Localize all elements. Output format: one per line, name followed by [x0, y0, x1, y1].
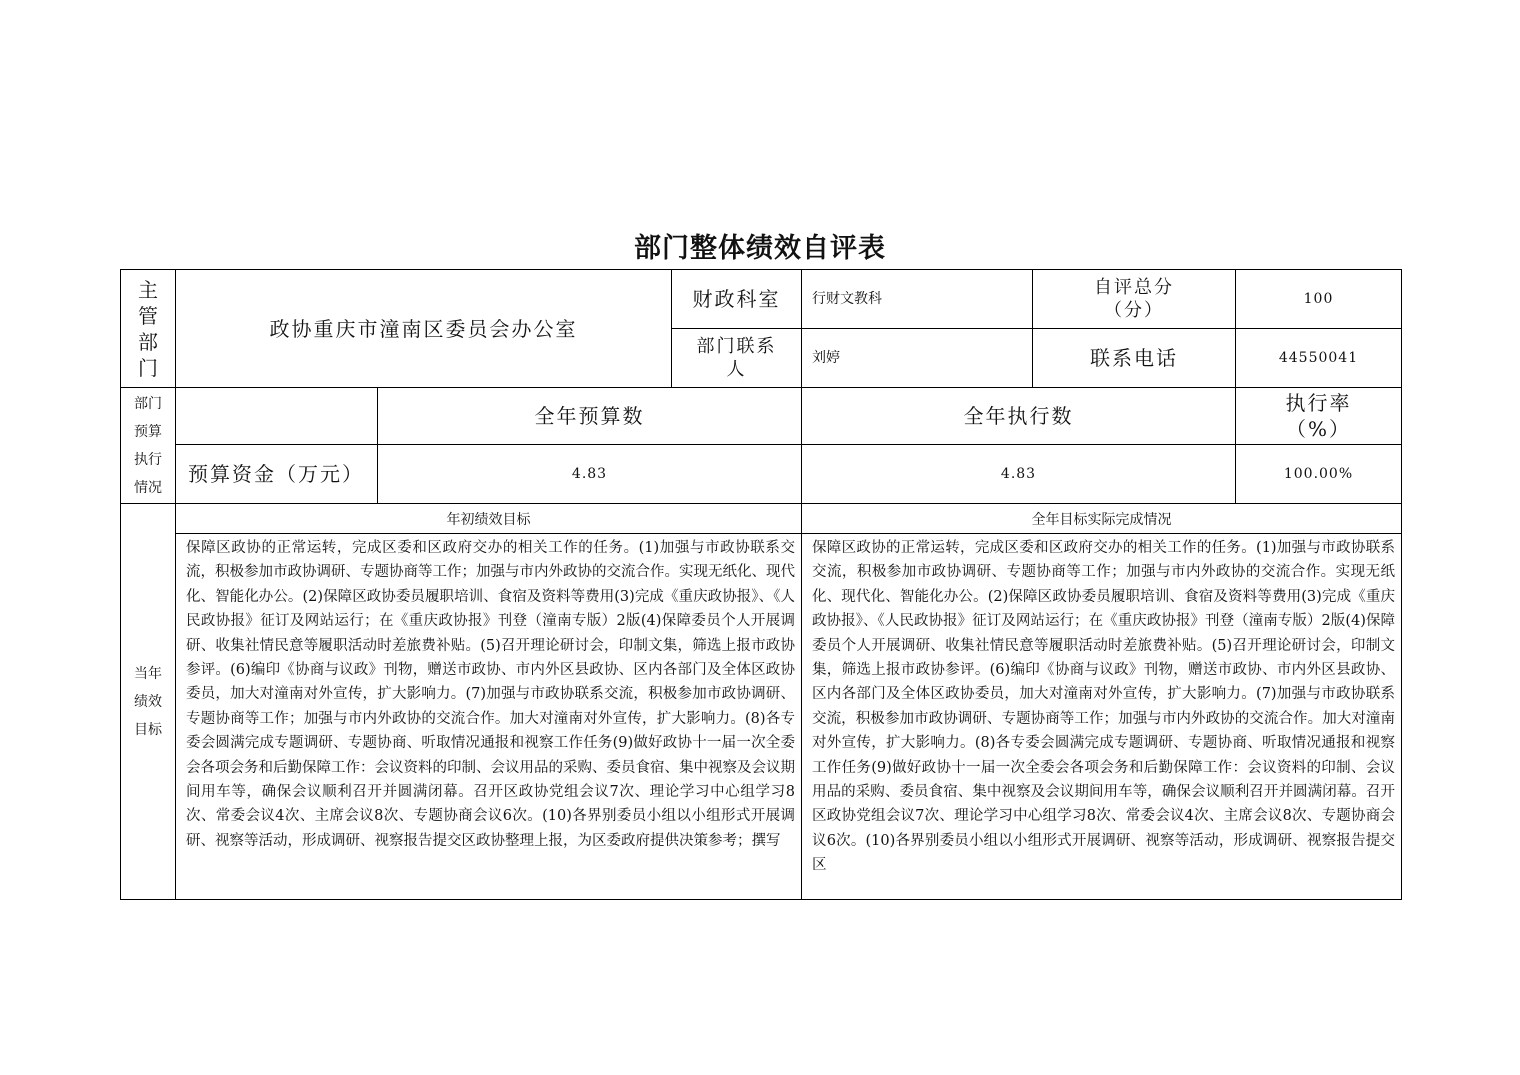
budget-value-cell: [378, 445, 802, 504]
performance-table: [120, 269, 1402, 900]
score-label: 自评总分（分）: [1094, 277, 1174, 321]
initial-goal-header: [176, 504, 802, 534]
rate-value-cell: [1236, 445, 1402, 504]
initial-goal-text: 保障区政协的正常运转，完成区委和区政府交办的相关工作的任务。(1)加强与市政协联系交流，积极参加市政协调研、专题协商等工作；加强与市内外政协的交流合作。实现无纸化、现代化、智能化办公。(2)保障区政协委员履职培训、食宿及资料等费用(3)完成《重庆政协报》、《人民政协报》征订及网站运行；在《重庆政协报》刊登（潼南专版）2版(4)保障委员个人开展调研、收集社情民意等履职活动时差旅费补贴。(5)召开理论研讨会，印制文集，筛选上报市政协参评。(6)编印《协商与议政》刊物，赠送市政协、市内外区县政协、区内各部门及全体区政协委员，加大对潼南对外宣传，扩大影响力。(7)加强与市政协联系交流，积极参加市政协调研、专题协商等工作；加强与市内外政协的交流合作。加大对潼南对外宣传，扩大影响力。(8)各专委会圆满完成专题调研、专题协商、听取情况通报和视察工作任务(9)做好政协十一届一次全委会各项会务和后勤保障工作：会议资料的印制、会议用品的采购、委员食宿、集中视察及会议期间用车等，确保会议顺利召开并圆满闭幕。召开区政协党组会议7次、理论学习中心组学习8次、常委会议4次、主席会议8次、专题协商会议6次。(10)各界别委员小组以小组形式开展调研、视察等活动，形成调研、视察报告提交区政协整理上报，为区委政府提供决策参考；撰写: [186, 540, 795, 849]
phone-label-cell: [1033, 329, 1236, 388]
exec-col-label: 全年执行数: [963, 404, 1074, 428]
actual-goal-text-cell: [802, 534, 1402, 900]
initial-goal-label: 年初绩效目标: [446, 511, 531, 528]
budget-col-label: 全年预算数: [534, 404, 645, 428]
budget-side-label: 部门预算执行情况: [134, 395, 162, 496]
office-value-cell: [802, 270, 1033, 329]
budget-value: 4.83: [571, 466, 608, 482]
exec-value-cell: [802, 445, 1236, 504]
contact-label-cell: [672, 329, 802, 388]
dept-name: 政协重庆市潼南区委员会办公室: [269, 316, 578, 341]
phone-label: 联系电话: [1090, 346, 1178, 370]
dept-name-cell: [176, 270, 672, 388]
score-label-cell: [1033, 270, 1236, 329]
budget-row-label-cell: [176, 445, 378, 504]
rate-col-header: [1236, 388, 1402, 445]
exec-value: 4.83: [1000, 466, 1037, 482]
actual-goal-text: 保障区政协的正常运转，完成区委和区政府交办的相关工作的任务。(1)加强与市政协联系交流，积极参加市政协调研、专题协商等工作；加强与市内外政协的交流合作。实现无纸化、现代化、智能化办公。(2)保障区政协委员履职培训、食宿及资料等费用(3)完成《重庆政协报》、《人民政协报》征订及网站运行；在《重庆政协报》刊登（潼南专版）2版(4)保障委员个人开展调研、收集社情民意等履职活动时差旅费补贴。(5)召开理论研讨会，印制文集，筛选上报市政协参评。(6)编印《协商与议政》刊物，赠送市政协、市内外区县政协、区内各部门及全体区政协委员，加大对潼南对外宣传，扩大影响力。(7)加强与市政协联系交流，积极参加市政协调研、专题协商等工作；加强与市内外政协的交流合作。加大对潼南对外宣传，扩大影响力。(8)各专委会圆满完成专题调研、专题协商、听取情况通报和视察工作任务(9)做好政协十一届一次全委会各项会务和后勤保障工作：会议资料的印制、会议用品的采购、委员食宿、集中视察及会议期间用车等，确保会议顺利召开并圆满闭幕。召开区政协党组会议7次、理论学习中心组学习8次、常委会议4次、主席会议8次、专题协商会议6次。(10)各界别委员小组以小组形式开展调研、视察等活动，形成调研、视察报告提交区: [812, 540, 1395, 874]
goals-side-label: 当年绩效目标: [134, 665, 162, 738]
page-title: 部门整体绩效自评表: [634, 233, 886, 264]
budget-side-label-cell: [121, 388, 176, 504]
goals-side-label-cell: [121, 504, 176, 900]
actual-goal-label: 全年目标实际完成情况: [1031, 511, 1172, 528]
office-label-cell: [672, 270, 802, 329]
contact-value: 刘婷: [812, 350, 840, 366]
actual-goal-header: [802, 504, 1402, 534]
budget-row-label: 预算资金（万元）: [188, 462, 364, 486]
exec-col-header: [802, 388, 1236, 445]
contact-label: 部门联系人: [696, 336, 777, 380]
initial-goal-text-cell: [176, 534, 802, 900]
office-value: 行财文教科: [812, 291, 882, 307]
rate-value: 100.00%: [1283, 466, 1354, 482]
phone-value-cell: [1236, 329, 1402, 388]
budget-col-header: [378, 388, 802, 445]
contact-value-cell: [802, 329, 1033, 388]
rate-col-label: 执行率（%）: [1285, 391, 1352, 441]
phone-value: 44550041: [1278, 350, 1359, 366]
office-label: 财政科室: [692, 287, 781, 311]
dept-label-cell: [121, 270, 176, 388]
budget-empty-header: [176, 388, 378, 445]
score-value: 100: [1303, 291, 1334, 307]
score-value-cell: [1236, 270, 1402, 329]
dept-label: 主管部门: [138, 277, 158, 380]
